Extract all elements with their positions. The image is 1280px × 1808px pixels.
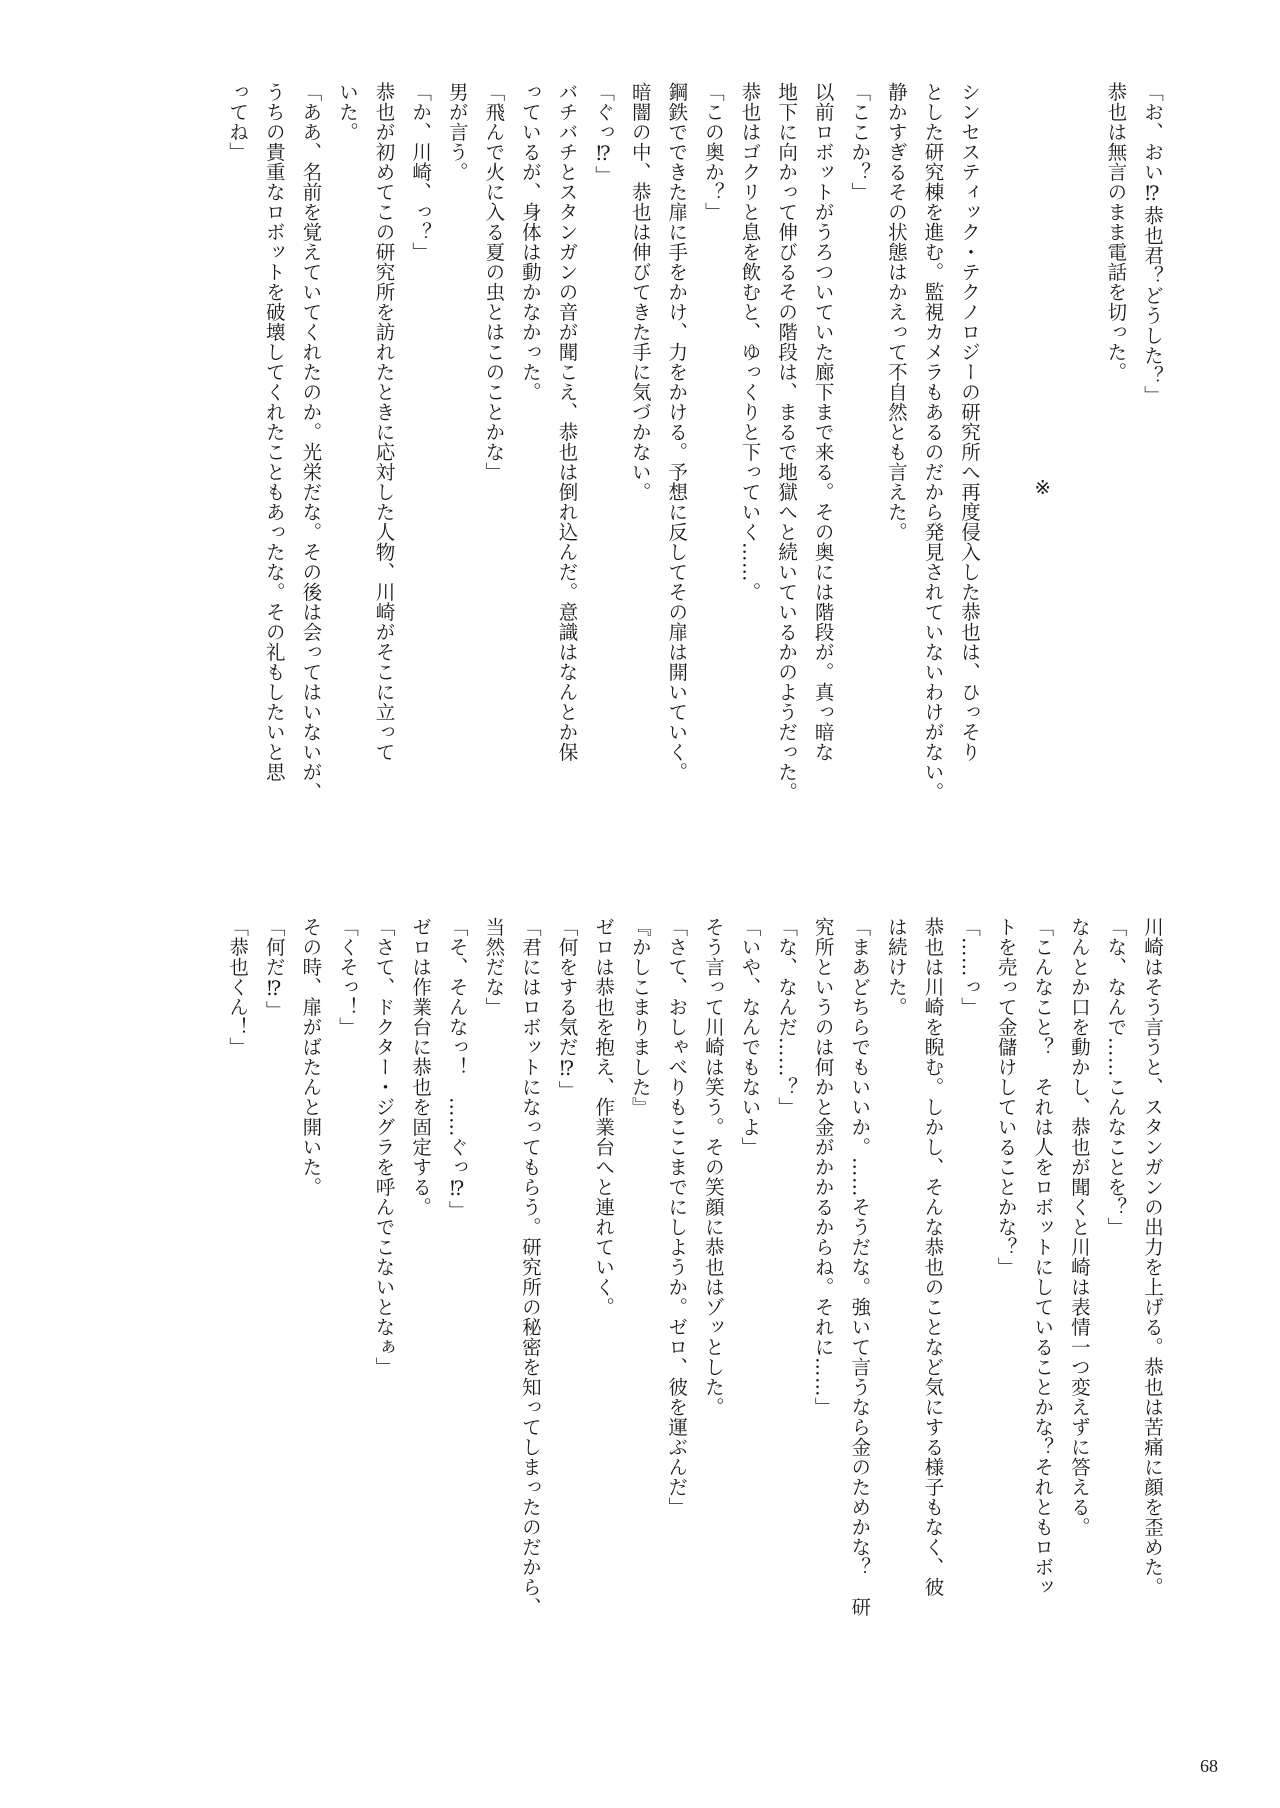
text-line: は続けた。 (884, 917, 908, 1017)
text-line: 男が言う。 (445, 82, 469, 182)
text-line: 「いや、なんでもないよ」 (738, 917, 762, 1157)
text-line: 「さて、ドクター・ジグラを呼んでこないとなぁ」 (372, 917, 396, 1377)
text-line: 「ぐっ⁉」 (592, 82, 616, 186)
text-line: 「か、川崎、っ？」 (409, 82, 433, 262)
text-line: 当然だな」 (482, 917, 506, 1017)
text-line: 「こんなこと？ それは人をロボットにしていることかな？それともロボッ (1031, 917, 1055, 1597)
text-line: 『かしこまりました』 (628, 917, 652, 1117)
text-line: ゼロは恭也を抱え、作業台へと連れていく。 (592, 917, 616, 1317)
lower-text-block (170, 917, 1170, 1687)
text-line: 「何だ⁉」 (262, 917, 286, 1021)
text-line: ってね」 (226, 82, 250, 162)
text-line: バチバチとスタンガンの音が聞こえ、恭也は倒れ込んだ。意識はなんとか保 (555, 82, 579, 762)
upper-text-block (170, 82, 1170, 894)
text-line: 「まあどちらでもいいか。……そうだな。強いて言うなら金のためかな？ 研 (848, 917, 872, 1617)
text-line: 恭也が初めてこの研究所を訪れたときに応対した人物、川崎がそこに立って (372, 82, 396, 762)
text-line: その時、扉がばたんと開いた。 (299, 917, 323, 1197)
text-line: っているが、身体は動かなかった。 (518, 82, 542, 402)
text-line: 「飛んで火に入る夏の虫とはこのことかな」 (482, 82, 506, 482)
text-line: 「な、なんで……こんなことを？」 (1104, 917, 1128, 1237)
text-line: 恭也は無言のまま電話を切った。 (1104, 82, 1128, 382)
text-line: 川崎はそう言うと、スタンガンの出力を上げる。恭也は苦痛に顔を歪めた。 (1141, 917, 1164, 1597)
text-line: なんとか口を動かし、恭也が聞くと川崎は表情一つ変えずに答える。 (1067, 917, 1091, 1537)
text-line: 「ああ、名前を覚えていてくれたのか。光栄だな。その後は会ってはいないが、 (299, 82, 323, 802)
text-line: 「恭也くん！」 (226, 917, 250, 1057)
text-line: 「そ、そんなっ！ ……ぐっ⁉」 (445, 917, 469, 1221)
text-line: いた。 (335, 82, 359, 142)
text-line: 「お、おい⁉恭也君？どうした？」 (1141, 82, 1164, 406)
text-line: 「ここか？」 (848, 82, 872, 202)
text-line: そう言って川崎は笑う。その笑顔に恭也はゾッとした。 (701, 917, 725, 1417)
text-line: ゼロは作業台に恭也を固定する。 (409, 917, 433, 1217)
text-line: シンセスティック・テクノロジーの研究所へ再度侵入した恭也は、ひっそり (958, 82, 982, 762)
text-line: 「くそっ！」 (335, 917, 359, 1037)
text-line: 暗闇の中、恭也は伸びてきた手に気づかない。 (628, 82, 652, 502)
text-line: 「君にはロボットになってもらう。研究所の秘密を知ってしまったのだから、 (518, 917, 542, 1617)
text-line: 以前ロボットがうろついていた廊下まで来る。その奥には階段が。真っ暗な (811, 82, 835, 762)
text-line: 「この奥か？」 (701, 82, 725, 222)
text-line: 鋼鉄でできた扉に手をかけ、力をかける。予想に反してその扉は開いていく。 (665, 82, 689, 782)
text-line: 「さて、おしゃべりもここまでにしようか。ゼロ、彼を運ぶんだ」 (665, 917, 689, 1517)
text-line: うちの貴重なロボットを破壊してくれたこともあったな。その礼もしたいと思 (262, 82, 286, 782)
text-line: 恭也はゴクリと息を飲むと、ゆっくりと下っていく……。 (738, 82, 762, 602)
text-line: 究所というのは何かと金がかかるからね。それに……」 (811, 917, 835, 1417)
text-line: 恭也は川崎を睨む。しかし、そんな恭也のことなど気にする様子もなく、彼 (921, 917, 945, 1597)
text-line: 「……っ」 (958, 917, 982, 1017)
text-line: とした研究棟を進む。監視カメラもあるのだから発見されていないわけがない。 (921, 82, 945, 802)
text-line: トを売って金儲けしていることかな？」 (994, 917, 1018, 1277)
text-line: 「何をする気だ⁉」 (555, 917, 579, 1101)
text-line: 静かすぎるその状態はかえって不自然とも言えた。 (884, 82, 908, 542)
text-line: 地下に向かって伸びるその階段は、まるで地獄へと続いているかのようだった。 (775, 82, 799, 802)
page-number: 68 (1200, 1756, 1218, 1776)
text-line: 「な、なんだ……？」 (775, 917, 799, 1117)
scene-break-mark: ※ (1031, 476, 1055, 500)
